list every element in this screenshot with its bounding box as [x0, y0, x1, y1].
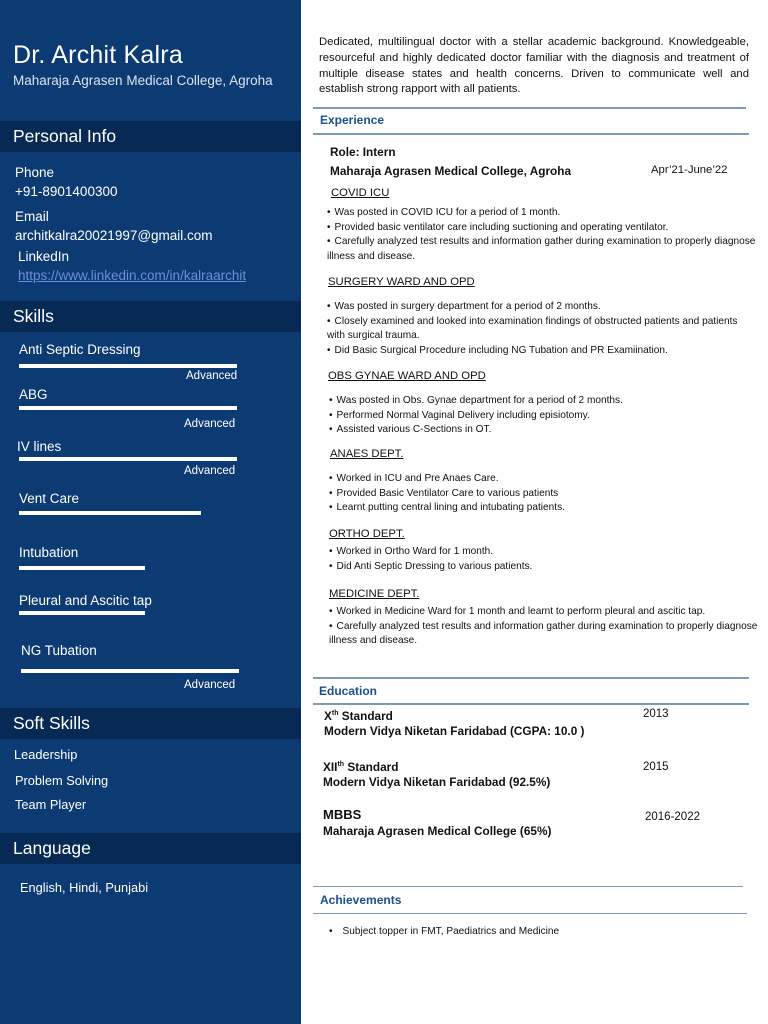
experience-role: Role: Intern: [330, 145, 396, 159]
skill-level-bar: [21, 669, 239, 673]
rotation-bullets: [329, 545, 759, 574]
bullet-item: • Was posted in Obs. Gynae department for a period of 2 months.: [329, 395, 623, 406]
profile-summary: Dedicated, multilingual doctor with a stellar academic background. Knowledgeable, resourceful and highly dedicated doctor familiar with the diagnosis and treatment of multiple disease states and health concerns. Driven to communicate well and establish strong rapport with all patients.: [319, 36, 749, 96]
skill-level-label: Advanced: [186, 370, 238, 382]
skill-level-label: Advanced: [184, 465, 236, 477]
education-year: 2015: [643, 761, 669, 773]
skill-level-bar: [19, 364, 237, 368]
rotation-bullets: [329, 394, 759, 438]
personal-info-heading: Personal Info: [0, 121, 301, 152]
linkedin-label: LinkedIn: [18, 249, 70, 264]
education-year: 2013: [643, 708, 669, 720]
skill-name: ABG: [19, 387, 48, 402]
bullet-item: • Provided basic ventilator care including suctioning and operating ventilator.: [327, 221, 669, 233]
divider: [313, 886, 743, 887]
experience-dates: Apr’21-June’22: [651, 164, 728, 176]
rotation-title: SURGERY WARD AND OPD: [328, 276, 475, 288]
phone-label: Phone: [15, 165, 55, 180]
education-degree: XIIth Standard: [323, 760, 399, 774]
experience-organization: Maharaja Agrasen Medical College, Agroha: [330, 164, 572, 178]
skill-name: Intubation: [19, 545, 79, 560]
skill-level-bar: [19, 611, 145, 615]
bullet-item: • Worked in Medicine Ward for 1 month and learnt to perform pleural and ascitic tap.: [329, 606, 706, 617]
bullet-item: • Carefully analyzed test results and information gather during examination to properly diagnose illness and disease.: [327, 236, 756, 262]
skill-level-bar: [19, 566, 145, 570]
email-label: Email: [15, 209, 49, 224]
rotation-title: COVID ICU: [331, 187, 390, 199]
education-school: Modern Vidya Niketan Faridabad (92.5%): [323, 775, 551, 789]
skill-level-bar: [19, 457, 237, 461]
main-content: [301, 0, 768, 1024]
rotation-bullets: [327, 300, 757, 358]
bullet-item: • Worked in Ortho Ward for 1 month.: [329, 546, 494, 557]
bullet-item: • Was posted in surgery department for a period of 2 months.: [327, 301, 601, 312]
soft-skill-item: Team Player: [15, 797, 87, 812]
bullet-item: • Provided Basic Ventilator Care to various patients: [329, 487, 559, 499]
soft-skills-heading: Soft Skills: [0, 708, 301, 739]
skill-level-label: Advanced: [184, 418, 236, 430]
soft-skill-item: Problem Solving: [15, 773, 109, 788]
achievement-list: [329, 925, 759, 940]
education-year: 2016-2022: [645, 811, 700, 823]
rotation-title: ORTHO DEPT.: [329, 528, 405, 540]
rotation-title: ANAES DEPT.: [330, 448, 404, 460]
bullet-item: • Worked in ICU and Pre Anaes Care.: [329, 473, 499, 484]
rotation-bullets: [329, 605, 759, 649]
divider: [313, 677, 749, 679]
skill-level-bar: [19, 511, 201, 515]
rotation-bullets: [329, 472, 759, 516]
divider: [313, 107, 746, 109]
education-degree: MBBS: [323, 807, 362, 822]
bullet-item: • Did Basic Surgical Procedure including NG Tubation and PR Examiination.: [327, 344, 668, 356]
skill-name: IV lines: [17, 439, 62, 454]
bullet-item: • Learnt putting central lining and intubating patients.: [329, 502, 565, 514]
skills-heading: Skills: [0, 301, 301, 332]
skill-name: Anti Septic Dressing: [19, 342, 141, 357]
achievements-heading: Achievements: [320, 893, 402, 907]
candidate-college: Maharaja Agrasen Medical College, Agroha: [13, 73, 273, 88]
skill-level-label: Advanced: [184, 679, 236, 691]
experience-heading: Experience: [320, 113, 385, 127]
soft-skill-item: Leadership: [14, 747, 78, 762]
language-value: English, Hindi, Punjabi: [20, 880, 149, 895]
rotation-title: MEDICINE DEPT.: [329, 588, 420, 600]
education-school: Maharaja Agrasen Medical College (65%): [323, 824, 552, 838]
divider: [313, 703, 749, 705]
bullet-item: • Carefully analyzed test results and information gather during examination to properly diagnose illness and disease.: [329, 620, 758, 647]
phone-value: +91-8901400300: [15, 184, 118, 199]
candidate-name: Dr. Archit Kalra: [13, 41, 183, 69]
bullet-item: • Performed Normal Vaginal Delivery including episiotomy.: [329, 409, 590, 421]
language-heading: Language: [0, 833, 301, 864]
bullet-item: • Closely examined and looked into examination findings of obstructed patients and patients with surgical trauma.: [327, 315, 738, 342]
education-school: Modern Vidya Niketan Faridabad (CGPA: 10.0 ): [324, 724, 585, 738]
rotation-title: OBS GYNAE WARD AND OPD: [328, 370, 486, 382]
education-heading: Education: [319, 684, 378, 698]
bullet-item: • Did Anti Septic Dressing to various patients.: [329, 560, 533, 572]
skill-name: NG Tubation: [21, 643, 97, 658]
email-value: architkalra20021997@gmail.com: [15, 228, 213, 243]
education-degree: Xth Standard: [324, 709, 393, 723]
skill-name: Vent Care: [19, 491, 80, 506]
skill-level-bar: [19, 406, 237, 410]
skill-name: Pleural and Ascitic tap: [19, 593, 152, 608]
rotation-bullets: [327, 206, 757, 264]
sidebar: [0, 0, 301, 1024]
divider: [313, 913, 747, 914]
linkedin-link[interactable]: https://www.linkedin.com/in/kalraarchit: [18, 268, 247, 283]
bullet-item: • Was posted in COVID ICU for a period of 1 month.: [327, 207, 561, 218]
divider: [313, 133, 749, 135]
bullet-item: • Assisted various C-Sections in OT.: [329, 424, 492, 436]
bullet-item: • Subject topper in FMT, Paediatrics and Medicine: [329, 926, 560, 937]
